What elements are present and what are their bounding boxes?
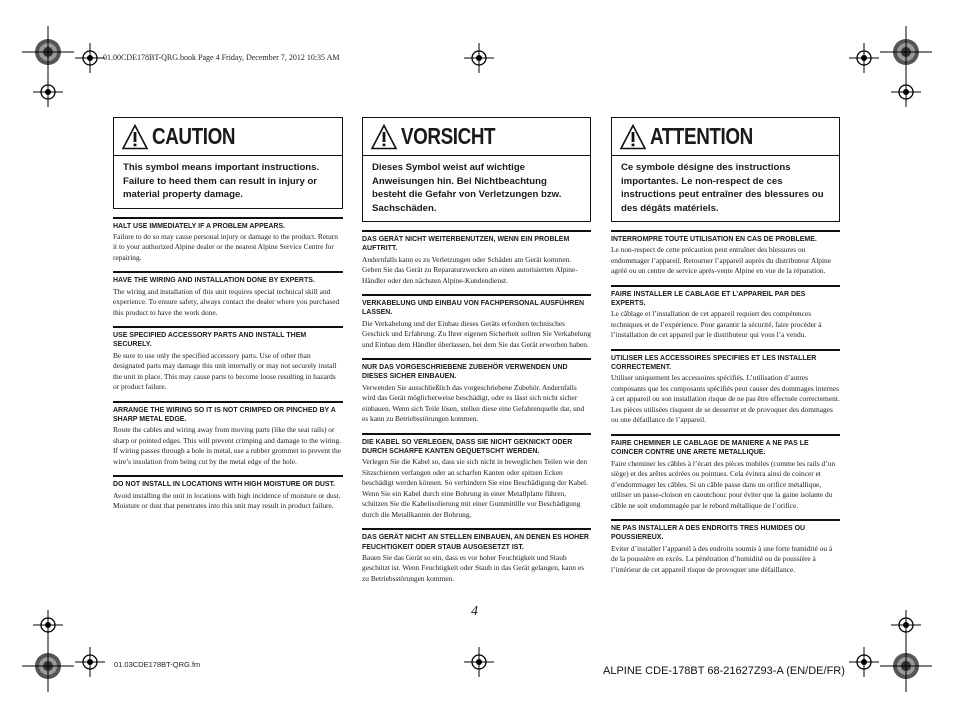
footer-model: ALPINE CDE-178BT 68-21627Z93-A (EN/DE/FR) [603,665,845,677]
vorsicht-item [362,358,591,425]
item-text: Bauen Sie das Gerät so ein, dass es vor hoher Feuchtigkeit und Staub geschützt ist. Wenn Feuchtigkeit oder Staub in das Gerät gelangen, kann es zu Betriebsstörungen kommen. [362,552,584,583]
caution-column [113,117,343,512]
crosshair-mark-bottom-left [75,647,105,677]
caution-item [113,326,343,393]
vorsicht-item [362,230,591,286]
item-text: Faire cheminer les câbles à l’écart des pièces mobiles (comme les rails d’un siège) et des arêtes acérées ou pointues. Cela évitera ainsi de coincer et d’endommager les câbles. Si un câble passe dans un orifice métallique, utiliser un passe-cloison en caoutchouc pour éviter que la gaine isolante du câble ne soit endommagée par le rebord métallique de l’orifice. [611,458,836,510]
vorsicht-box: Dieses Symbol weist auf wichtige Anweisungen hin. Bei Nichtbeachtung besteht die Gefahr von Verletzungen bzw. Sachschäden. [362,155,591,222]
item-heading: INTERROMPRE TOUTE UTILISATION EN CAS DE PROBLEME. [611,234,817,243]
footer-filename: 01.03CDE178BT-QRG.fm [114,660,201,669]
item-heading: DIE KABEL SO VERLEGEN, DASS SIE NICHT GEKNICKT ODER DURCH SCHARFE KANTEN GEQUETSCHT WERDEN. [362,436,573,456]
vorsicht-item [362,528,591,584]
registration-mark-bottom-right [880,640,932,692]
crosshair-mark-top-right [849,43,879,73]
item-heading: FAIRE INSTALLER LE CABLAGE ET L’APPAREIL PAR DES EXPERTS. [611,288,806,308]
crosshair-mark-left-lower [33,610,63,640]
item-heading: FAIRE CHEMINER LE CABLAGE DE MANIERE A NE PAS LE COINCER CONTRE UNE ARETE METALLIQUE. [611,437,809,457]
item-heading: UTILISER LES ACCESSOIRES SPECIFIES ET LES INSTALLER CORRECTEMENT. [611,352,817,372]
item-text: Verlegen Sie die Kabel so, dass sie sich nicht in beweglichen Teilen wie den Sitzschienen verfangen oder an scharfen Kanten oder spitzen Ecken beschädigt werden können. So verhindern Sie eine Beschädigung der Kabel. Wenn Sie ein Kabel durch eine Bohrung in einer Metallplatte führen, schützen Sie die Kabelisolierung mit einer Gummitülle vor Beschädigung durch die Metallkanten der Bohrung. [362,457,588,519]
warning-triangle-icon [620,124,646,150]
attention-item [611,519,840,575]
crosshair-mark-bottom-right [849,647,879,677]
vorsicht-item [362,433,591,521]
attention-item [611,230,840,277]
item-heading: HALT USE IMMEDIATELY IF A PROBLEM APPEARS. [113,220,286,230]
item-text: Be sure to use only the specified accessory parts. Use of other than designated parts may damage this unit internally or may not securely install the unit in place. This may cause parts to become loose resulting in hazards or product failure. [113,350,337,392]
crosshair-mark-right-lower [891,610,921,640]
vorsicht-title: VORSICHT [401,123,496,149]
crosshair-mark-top-left [75,43,105,73]
item-heading: NE PAS INSTALLER A DES ENDROITS TRES HUMIDES OU POUSSIEREUX. [611,523,806,542]
warning-triangle-icon [122,124,148,150]
item-text: Le câblage et l’installation de cet appareil requiert des compétences techniques et de l’expérience. Pour garantir la sécurité, faire procéder à l’installation de cet appareil par le distributeur qui vous l’a vendu. [611,309,822,340]
crosshair-mark-right-upper [891,77,921,107]
item-text: The wiring and installation of this unit requires special technical skill and experience. To ensure safety, always contact the dealer where you purchased this product to have the work done. [113,286,340,317]
page-number: 4 [471,604,478,619]
warning-triangle-icon [371,124,397,150]
print-header-line: 01.00CDE178BT-QRG.book Page 4 Friday, December 7, 2012 10:35 AM [103,53,340,62]
item-heading: NUR DAS VORGESCHRIEBENE ZUBEHÖR VERWENDEN UND DIESES SICHER EINBAUEN. [362,362,568,381]
attention-title: ATTENTION [650,123,753,149]
item-heading: USE SPECIFIED ACCESSORY PARTS AND INSTALL THEM SECURELY. [113,330,307,349]
registration-mark-bottom-left [22,640,74,692]
item-heading: HAVE THE WIRING AND INSTALLATION DONE BY EXPERTS. [113,275,315,285]
item-heading: VERKABELUNG UND EINBAU VON FACHPERSONAL AUSFÜHREN LASSEN. [362,298,585,317]
attention-column [611,117,840,575]
caution-item [113,475,343,511]
item-heading: ARRANGE THE WIRING SO IT IS NOT CRIMPED OR PINCHED BY A SHARP METAL EDGE. [113,404,336,423]
registration-mark-top-left [22,26,74,78]
caution-box: This symbol means important instructions. Failure to heed them can result in injury or material property damage. [113,155,343,209]
crosshair-mark-left-upper [33,77,63,107]
item-text: Utiliser uniquement les accessoires spécifiés. L’utilisation d’autres composants que les composants spécifiés peut causer des dommages internes à cet appareil ou son installation risque de ne pas être effectuée correctement. Les pièces utilisées risquent de se desserrer et de provoquer des dommages ou une défaillance de l’appareil. [611,373,840,425]
attention-header [611,117,840,155]
attention-item [611,434,840,511]
attention-box: Ce symbole désigne des instructions importantes. Le non-respect de ces instructions peut entraîner des blessures ou des dégâts matériels. [611,155,840,222]
crosshair-mark-top-center [464,43,494,73]
vorsicht-column [362,117,591,584]
crosshair-mark-bottom-center [464,647,494,677]
attention-item [611,349,840,426]
item-text: Eviter d’installer l’appareil à des endroits soumis à une forte humidité ou à de la poussière en excès. La pénétration d’humidité ou de poussière à l’intérieur de cet appareil risque de provoquer une défaillance. [611,543,833,574]
attention-item [611,285,840,341]
caution-item [113,401,343,468]
vorsicht-item [362,294,591,350]
caution-item [113,217,343,264]
item-text: Die Verkabelung und der Einbau dieses Geräts erfordern technisches Geschick und Erfahrung. Zu Ihrer eigenen Sicherheit sollten Sie Verkabelung und Einbau dem Händler überlassen, bei dem Sie das Gerät erworben haben. [362,318,591,349]
caution-header [113,117,343,155]
caution-item [113,271,343,318]
caution-title: CAUTION [152,123,236,149]
item-heading: DAS GERÄT NICHT AN STELLEN EINBAUEN, AN DENEN ES HOHER FEUCHTIGKEIT ODER STAUB AUSGESETZT IST. [362,532,589,551]
item-text: Andernfalls kann es zu Verletzungen oder Schäden am Gerät kommen. Geben Sie das Gerät zu Reparaturzwecken an einen autorisierten Alpine-Händler oder den nächsten Alpine-Kundendienst. [362,254,578,285]
item-text: Failure to do so may cause personal injury or damage to the product. Return it to your authorized Alpine dealer or the nearest Alpine Service Centre for repairing. [113,231,338,262]
registration-mark-top-right [880,26,932,78]
item-text: Avoid installing the unit in locations with high incidence of moisture or dust. Moisture or dust that penetrates into this unit may result in product failure. [113,490,341,511]
item-text: Route the cables and wiring away from moving parts (like the seat rails) or sharp or pointed edges. This will prevent crimping and damage to the wiring. If wiring passes through a hole in metal, use a rubber grommet to prevent the wire’s insulation from being cut by the metal edge of the hole. [113,425,342,466]
item-heading: DO NOT INSTALL IN LOCATIONS WITH HIGH MOISTURE OR DUST. [113,479,336,489]
vorsicht-header [362,117,591,155]
item-text: Le non-respect de cette précaution peut entraîner des blessures ou endommager l’appareil. Retourner l’appareil auprès du distributeur Alpine agréé ou un centre de service après-vente Alpine en vue de la réparation. [611,245,832,276]
item-heading: DAS GERÄT NICHT WEITERBENUTZEN, WENN EIN PROBLEM AUFTRITT. [362,234,570,253]
item-text: Verwenden Sie ausschließlich das vorgeschriebene Zubehör. Andernfalls wird das Gerät möglicherweise beschädigt, oder es lässt sich nicht sicher einbauen. Wenn sich Teile lösen, stellen diese eine Gefahrenquelle dar, und es kann zu Betriebsstörungen kommen. [362,382,585,424]
